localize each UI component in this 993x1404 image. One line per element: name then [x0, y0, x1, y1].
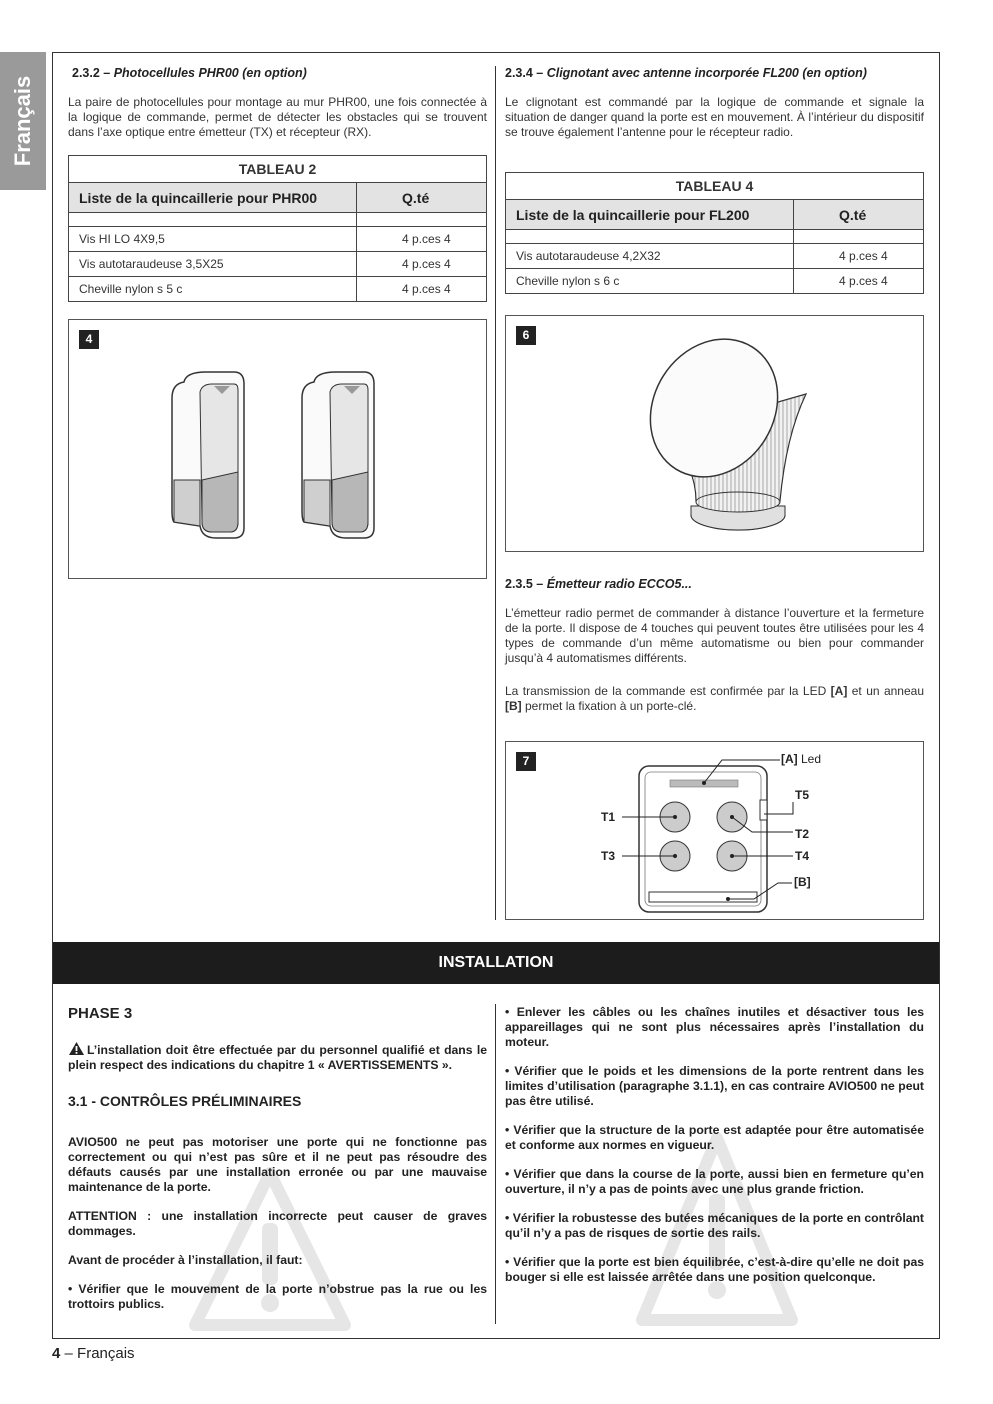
bullet-1: • Enlever les câbles ou les chaînes inutiles et désactiver tous les appareillages qui ne sont plus nécessaires après l’installation du moteur.	[505, 1005, 924, 1049]
heading-number: 2.3.2 –	[72, 66, 114, 80]
label-t3: T3	[601, 849, 616, 863]
table-2	[68, 155, 487, 302]
bullet-5: • Vérifier la robustesse des butées mécaniques de la porte en contrôlant qu’il n’y a pas de risques de sortie des rails.	[505, 1211, 924, 1240]
label-t5: T5	[795, 788, 810, 802]
column-divider-top	[495, 66, 496, 920]
column-divider-bottom	[495, 1004, 496, 1324]
flasher-illustration	[506, 316, 925, 553]
transmitter-diagram	[506, 742, 925, 921]
language-tab	[0, 52, 46, 190]
installation-left	[68, 1005, 487, 1312]
paragraph-3: Avant de procéder à l’installation, il faut:	[68, 1253, 303, 1267]
heading-title: Émetteur radio ECCO5...	[546, 577, 692, 591]
heading-photocells	[68, 66, 487, 80]
table-title: TABLEAU 2	[69, 156, 487, 183]
label-led: [A] Led	[781, 752, 822, 766]
paragraph-photocells: La paire de photocellules pour montage au mur PHR00, une fois connectée à la logique de commande, permet de détecter les obstacles qui se trouvent dans l’axe optique entre émetteur (TX) et récepteur (RX).	[68, 95, 487, 139]
page-footer: 4 – Français	[52, 1345, 135, 1362]
figure-number: 4	[79, 330, 99, 349]
warning-paragraph: L’installation doit être effectuée par du personnel qualifié et dans le plein respect des indications du chapitre 1 « AVERTISSEMENTS ».	[68, 1043, 487, 1072]
table-4	[505, 172, 924, 294]
photocell-rx	[302, 372, 374, 538]
label-b: [B]	[794, 875, 811, 889]
paragraph-flasher: Le clignotant est commandé par la logique de commande et signale la situation de danger quand la porte est en mouvement. À l’intérieur du dispositif se trouve également l’antenne pour le récepteur radio.	[505, 95, 924, 139]
page-number: 4	[52, 1345, 61, 1362]
heading-transmitter	[505, 577, 924, 591]
paragraph-4: • Vérifier que le mouvement de la porte n’obstrue pas la rue ou les trottoirs publics.	[68, 1282, 487, 1311]
figure-7	[505, 741, 924, 920]
figure-6	[505, 315, 924, 552]
table-row: Cheville nylon s 6 c 4 p.ces 4	[506, 269, 924, 294]
table-title: TABLEAU 4	[506, 173, 924, 200]
paragraph-2: ATTENTION : une installation incorrecte peut causer de graves dommages.	[68, 1209, 487, 1238]
section-photocells	[68, 66, 487, 302]
section-flasher	[505, 66, 924, 294]
table-row: Vis autotaraudeuse 4,2X32 4 p.ces 4	[506, 244, 924, 269]
table-header-list: Liste de la quincaillerie pour FL200	[506, 200, 794, 230]
table-row: Cheville nylon s 5 c 4 p.ces 4	[69, 277, 487, 302]
heading-flasher	[505, 66, 924, 80]
footer-language: Français	[77, 1345, 135, 1362]
warning-icon	[68, 1041, 85, 1056]
figure-4	[68, 319, 487, 579]
heading-title: Clignotant avec antenne incorporée FL200 (en option)	[546, 66, 867, 80]
table-header-qty: Q.té	[357, 183, 487, 213]
installation-banner: INSTALLATION	[53, 942, 939, 984]
paragraph-1: AVIO500 ne peut pas motoriser une porte qui ne fonctionne pas correctement ou qui n’est pas sûre et il ne peut pas résoudre des défauts causés par une installation erronée ou par une mauvaise maintenance de la porte.	[68, 1135, 487, 1194]
table-header-list: Liste de la quincaillerie pour PHR00	[69, 183, 357, 213]
figure-number: 6	[516, 326, 536, 345]
label-t4: T4	[795, 849, 810, 863]
label-t2: T2	[795, 827, 810, 841]
photocell-illustration	[69, 320, 488, 580]
heading-title: Photocellules PHR00 (en option)	[113, 66, 307, 80]
bullet-4: • Vérifier que dans la course de la porte, aussi bien en fermeture qu’en ouverture, il n’y a pas de points avec une plus grande friction.	[505, 1167, 924, 1196]
table-row: Vis HI LO 4X9,5 4 p.ces 4	[69, 227, 487, 252]
heading-number: 2.3.5 –	[505, 577, 547, 591]
phase-title: PHASE 3	[68, 1005, 133, 1022]
paragraph-transmitter: L’émetteur radio permet de commander à distance l’ouverture et la fermeture de la porte. Il dispose de 4 touches qui peuvent toutes être utilisées pour les 4 types de commande d’un même automatisme ou bien pour commander jusqu’à 4 automatismes différents.	[505, 606, 924, 665]
table-row: Vis autotaraudeuse 3,5X25 4 p.ces 4	[69, 252, 487, 277]
bullet-2: • Vérifier que le poids et les dimensions de la porte rentrent dans les limites d’utilisation (paragraphe 3.1.1), en cas contraire AVIO500 ne peut pas être utilisé.	[505, 1064, 924, 1108]
table-header-qty: Q.té	[794, 200, 924, 230]
bullet-3: • Vérifier que la structure de la porte est adaptée pour être automatisée et conforme aux normes en vigueur.	[505, 1123, 924, 1152]
installation-right	[505, 1005, 924, 1285]
section-transmitter	[505, 577, 924, 714]
figure-number: 7	[516, 752, 536, 771]
photocell-tx	[172, 372, 244, 538]
heading-number: 2.3.4 –	[505, 66, 547, 80]
paragraph-led: La transmission de la commande est confirmée par la LED [A] et un anneau [B] permet la fixation à un porte-clé.	[505, 684, 925, 713]
language-tab-label: Français	[10, 75, 35, 167]
section-title: 3.1 - CONTRÔLES PRÉLIMINAIRES	[68, 1093, 302, 1109]
bullet-6: • Vérifier que la porte est bien équilibrée, c’est-à-dire qu’elle ne doit pas bouger si elle est laissée arrêtée dans une position quelconque.	[505, 1255, 924, 1284]
label-t1: T1	[601, 810, 616, 824]
